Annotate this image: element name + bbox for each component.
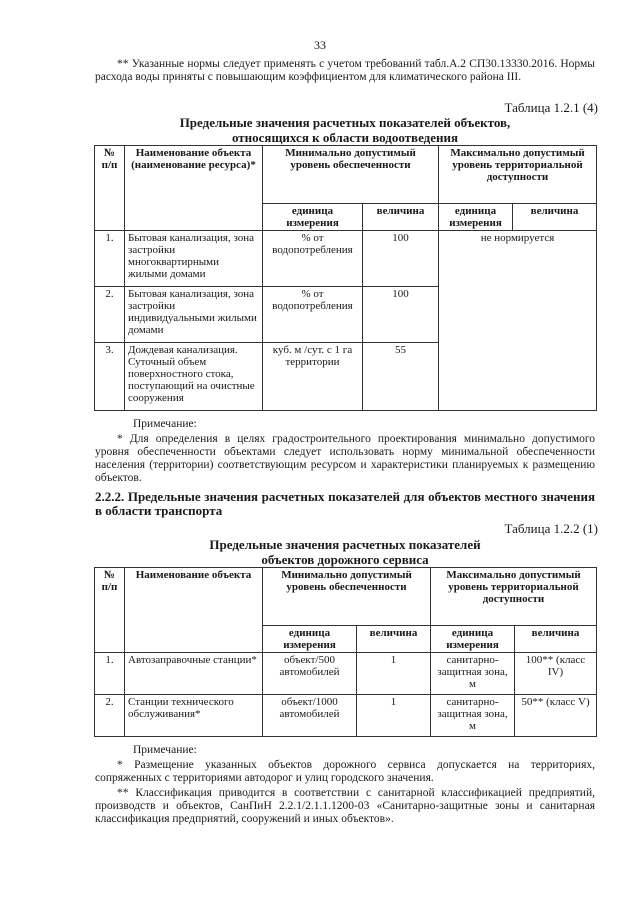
table2-header-min-unit: единица измерения	[263, 626, 357, 653]
table2-header-max-value: величина	[515, 626, 597, 653]
table2-title-line1: Предельные значения расчетных показателей	[209, 537, 481, 552]
table-row	[95, 653, 597, 695]
table2-row2-num: 2.	[95, 695, 125, 737]
table2-row2-name: Станции технического обслуживания*	[125, 695, 263, 737]
top-note: ** Указанные нормы следует применять с учетом требований табл.А.2 СП30.13330.2016. Нормы расхода воды приняты с повышающим коэффициентом для климатического района III.	[95, 58, 595, 83]
table2-note-2: ** Классификация приводится в соответствии с санитарной классификацией предприятий, производств и объектов, СанПиН 2.2.1/2.1.1.1200-03 «Санитарно-защитные зоны и санитарная классификация предприятий, сооружений и иных объектов».	[95, 787, 595, 825]
table1-caption: Таблица 1.2.1 (4)	[504, 100, 598, 115]
table2-caption: Таблица 1.2.2 (1)	[504, 521, 598, 536]
table2-row1-min-unit: объект/500 автомобилей	[263, 653, 357, 695]
table2-note-1: * Размещение указанных объектов дорожного сервиса допускается на территориях, сопряженных с территориями автодорог и улиц городского значения.	[95, 759, 595, 784]
table2-row1-max-value: 100** (класс IV)	[515, 653, 597, 695]
table1-header-max-unit: единица измерения	[439, 204, 513, 231]
table1-row2-unit: % от водопотребления	[263, 287, 363, 343]
table2-row2-max-value: 50** (класс V)	[515, 695, 597, 737]
table1-row2-name: Бытовая канализация, зона застройки индивидуальными жилыми домами	[125, 287, 263, 343]
table2-header-num: № п/п	[95, 568, 125, 653]
table2-row2-max-unit: санитарно-защитная зона, м	[431, 695, 515, 737]
table2-header-min-level: Минимально допустимый уровень обеспеченности	[263, 568, 431, 626]
table2-row1-max-unit: санитарно-защитная зона, м	[431, 653, 515, 695]
table1-row3-name: Дождевая канализация. Суточный объем поверхностного стока, поступающий на очистные сооружения	[125, 343, 263, 411]
table1-header-min-level: Минимально допустимый уровень обеспеченности	[263, 146, 439, 204]
table1-row3-num: 3.	[95, 343, 125, 411]
table-row	[95, 231, 597, 287]
table1-row3-value: 55	[363, 343, 439, 411]
page-number: 33	[314, 38, 326, 52]
table1-title-line2: относящихся к области водоотведения	[231, 130, 459, 145]
table1-header-num: № п/п	[95, 146, 125, 231]
table2-row1-num: 1.	[95, 653, 125, 695]
table2-row2-min-unit: объект/1000 автомобилей	[263, 695, 357, 737]
table1-header-max-value: величина	[513, 204, 597, 231]
table2	[94, 567, 597, 737]
table1-row2-value: 100	[363, 287, 439, 343]
table2-title-line2: объектов дорожного сервиса	[261, 552, 429, 567]
section-heading: 2.2.2. Предельные значения расчетных показателей для объектов местного значения в области транспорта	[95, 489, 595, 518]
table1-header-max-access: Максимально допустимый уровень территориальной доступности	[439, 146, 597, 204]
table1-row1-num: 1.	[95, 231, 125, 287]
table1	[94, 145, 597, 411]
table1-row3-unit: куб. м /сут. с 1 га территории	[263, 343, 363, 411]
table1-note-text: * Для определения в целях градостроительного проектирования минимально допустимого уровня обеспеченности объектами следует использовать норму минимальной обеспеченности населения (территории) соответствующим ресурсом и характеристики планируемых к размещению объектов.	[95, 433, 595, 484]
table2-header-name: Наименование объекта	[125, 568, 263, 653]
table2-header-max-unit: единица измерения	[431, 626, 515, 653]
table2-row1-name: Автозаправочные станции*	[125, 653, 263, 695]
table1-row1-value: 100	[363, 231, 439, 287]
table1-not-normed: не нормируется	[439, 231, 597, 411]
table1-row1-unit: % от водопотребления	[263, 231, 363, 287]
table1-title-line1: Предельные значения расчетных показателей объектов,	[179, 115, 511, 130]
table1-header-value: величина	[363, 204, 439, 231]
table2-row2-min-value: 1	[357, 695, 431, 737]
table2-row1-min-value: 1	[357, 653, 431, 695]
table1-note-label: Примечание:	[133, 418, 197, 430]
table1-header-unit: единица измерения	[263, 204, 363, 231]
table2-header-max-access: Максимально допустимый уровень территориальной доступности	[431, 568, 597, 626]
table2-note-label: Примечание:	[133, 744, 197, 756]
table2-header-min-value: величина	[357, 626, 431, 653]
table1-row1-name: Бытовая канализация, зона застройки многоквартирными жилыми домами	[125, 231, 263, 287]
table-row	[95, 695, 597, 737]
table1-header-name: Наименование объекта (наименование ресурса)*	[125, 146, 263, 231]
table1-row2-num: 2.	[95, 287, 125, 343]
